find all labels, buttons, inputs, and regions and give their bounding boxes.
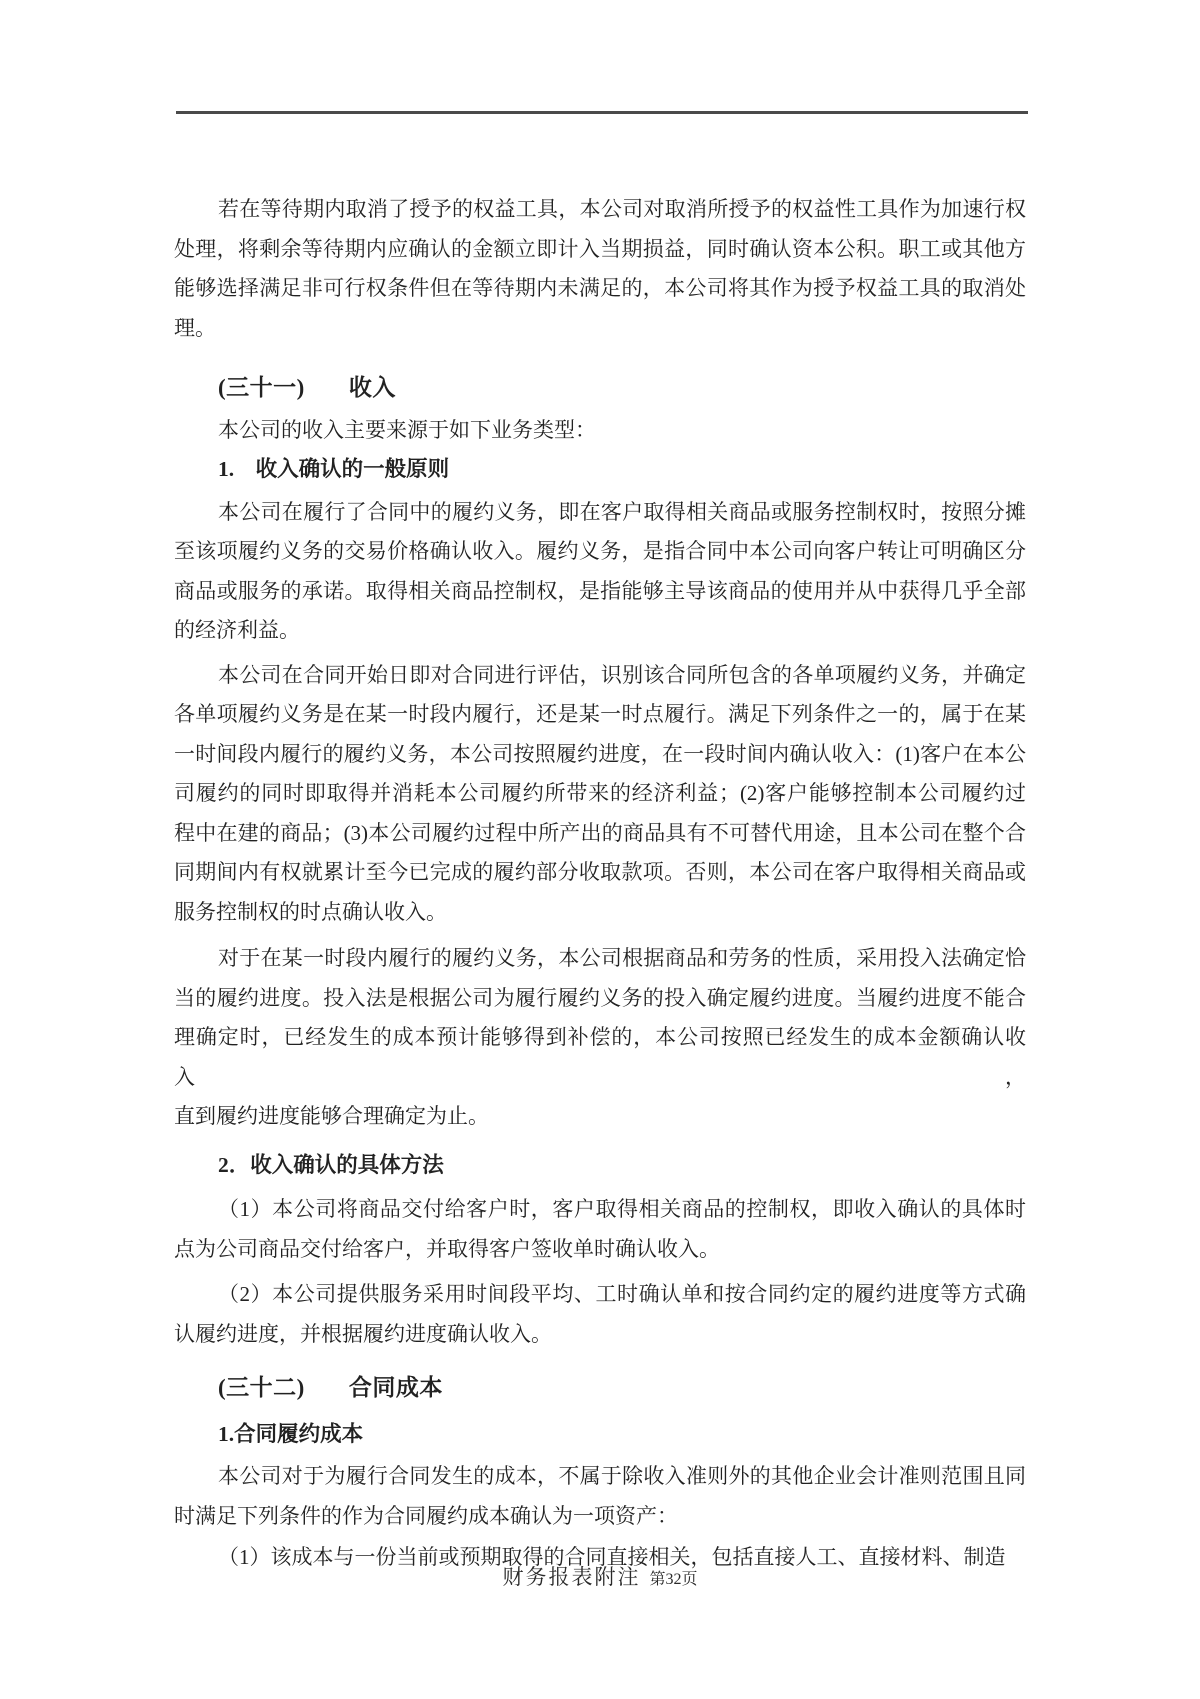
text-line: 服务控制权的时点确认收入。 [174,899,447,924]
text-line: 处理，将剩余等待期内应确认的金额立即计入当期损益，同时确认资本公积。职工或其他方 [174,236,1026,261]
subsection-heading: 2．收入确认的具体方法 [218,1152,444,1177]
paragraph [174,190,1026,348]
text-line: 认履约进度，并根据履约进度确认收入。 [174,1321,552,1346]
text-line: 直到履约进度能够合理确定为止。 [174,1104,489,1128]
document-body [174,190,1026,1578]
text-line: 本公司在履行了合同中的履约义务，即在客户取得相关商品或服务控制权时，按照分摊 [218,499,1026,524]
text-line: （2）本公司提供服务采用时间段平均、工时确认单和按合同约定的履约进度等方式确 [218,1282,1026,1306]
page-footer [174,1561,1026,1591]
text-line: 对于在某一时段内履行的履约义务，本公司根据商品和劳务的性质，采用投入法确定恰 [218,946,1026,970]
text-line: 能够选择满足非可行权条件但在等待期内未满足的，本公司将其作为授予权益工具的取消处 [174,276,1026,300]
paragraph [174,656,1026,933]
text-line: （1）该成本与一份当前或预期取得的合同直接相关，包括直接人工、直接材料、制造 [218,1545,1006,1569]
paragraph [174,1190,1026,1269]
subsection-heading: 1.合同履约成本 [218,1421,364,1446]
text-line: 至该项履约义务的交易价格确认收入。履约义务，是指合同中本公司向客户转让可明确区分 [174,539,1026,563]
paragraph [174,939,1026,1137]
text-line: 本公司对于为履行合同发生的成本，不属于除收入准则外的其他企业会计准则范围且同 [218,1464,1026,1488]
footer-page-number: 第32页 [649,1571,698,1588]
text-line: 本公司的收入主要来源于如下业务类型： [218,417,596,442]
paragraph [174,411,1026,451]
footer-title: 财务报表附注 [502,1565,641,1589]
section-title: 合同成本 [348,1375,443,1400]
text-line: 商品或服务的承诺。取得相关商品控制权，是指能够主导该商品的使用并从中获得几乎全部 [174,578,1026,603]
paragraph [174,493,1026,651]
section-title: 收入 [348,375,396,400]
text-line: 时满足下列条件的作为合同履约成本确认为一项资产： [174,1503,678,1528]
section-number: (三十一) [218,375,305,400]
text-line: 若在等待期内取消了授予的权益工具，本公司对取消所授予的权益性工具作为加速行权 [218,197,1026,221]
text-line: 当的履约进度。投入法是根据公司为履行履约义务的投入确定履约进度。当履约进度不能合 [174,985,1026,1010]
section-heading [174,368,1026,408]
text-line: 点为公司商品交付给客户，并取得客户签收单时确认收入。 [174,1236,720,1261]
text-line: 一时间段内履行的履约义务，本公司按照履约进度，在一段时间内确认收入：(1)客户在本公 [174,741,1026,766]
subsection-heading: 1. 收入确认的一般原则 [218,457,450,481]
text-line: 同期间内有权就累计至今已完成的履约部分收取款项。否则，本公司在客户取得相关商品或 [174,860,1026,884]
text-line: 本公司在合同开始日即对合同进行评估，识别该合同所包含的各单项履约义务，并确定 [218,662,1026,687]
text-line: 程中在建的商品；(3)本公司履约过程中所产出的商品具有不可替代用途，且本公司在整个合 [174,820,1026,845]
paragraph [174,1457,1026,1536]
paragraph [174,1275,1026,1354]
section-heading [174,1368,1026,1408]
header-rule [176,111,1028,114]
text-line: 的经济利益。 [174,618,300,642]
text-line: 司履约的同时即取得并消耗本公司履约所带来的经济利益；(2)客户能够控制本公司履约过 [174,781,1026,805]
section-number: (三十二) [218,1375,305,1400]
text-line: 理确定时，已经发生的成本预计能够得到补偿的，本公司按照已经发生的成本金额确认收入， [174,1025,1026,1089]
text-line: （1）本公司将商品交付给客户时，客户取得相关商品的控制权，即收入确认的具体时 [218,1197,1026,1221]
text-line: 各单项履约义务是在某一时段内履行，还是某一时点履行。满足下列条件之一的，属于在某 [174,702,1026,726]
text-line: 理。 [174,315,216,340]
